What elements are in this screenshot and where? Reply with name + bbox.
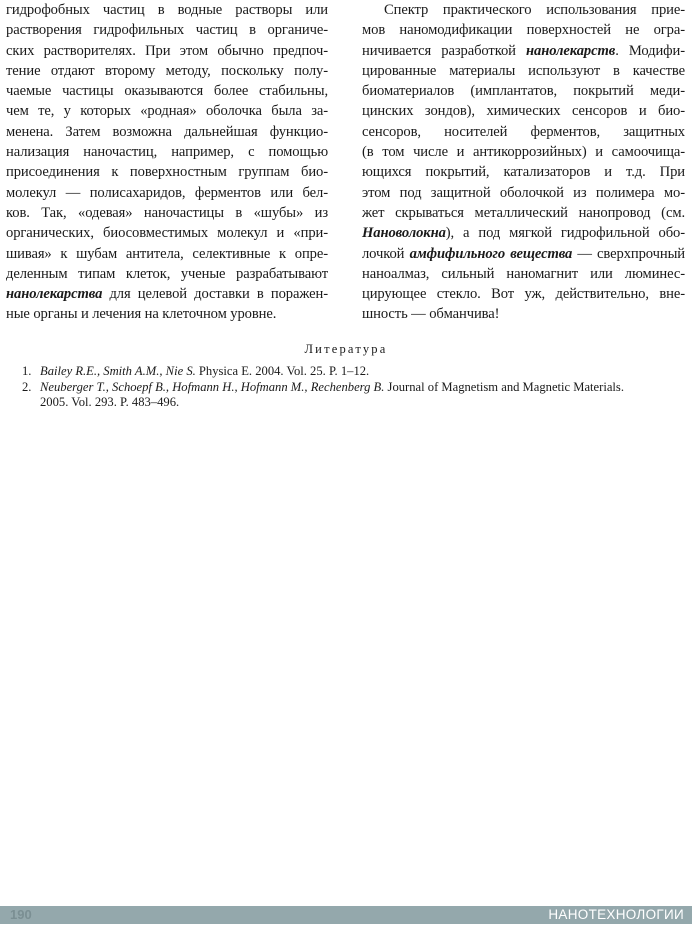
reference-authors: Bailey R.E., Smith A.M., Nie S.	[40, 364, 196, 378]
text-line: ющихся покрытий, катализаторов и т.д. При	[362, 164, 685, 181]
text-line: менена. Затем возможна дальнейшая функцио-	[6, 123, 328, 140]
text-line: цирующее стекло. Вот уж, действительно, вне-	[362, 286, 685, 303]
text-line: ные органы и лечения на клеточном уровне.	[6, 306, 277, 323]
reference-item	[18, 380, 688, 411]
left-column	[6, 0, 328, 325]
text-line: нанолекарства для целевой доставки в поражен-	[6, 286, 328, 303]
page-number: 190	[10, 907, 32, 922]
text-line: жет скрываться металлический нанопровод (см.	[362, 204, 685, 221]
references-title: Литература	[304, 342, 388, 356]
emphasized-term: Нановолокна	[362, 225, 446, 242]
text-line: цинских зондов), химических сенсоров и био-	[362, 103, 685, 120]
reference-authors: Neuberger T., Schoepf B., Hofmann H., Hofmann M., Rechenberg B.	[40, 379, 385, 394]
reference-source: Physica E. 2004. Vol. 25. P. 1–12.	[195, 364, 370, 378]
text-line: нализация наночастиц, например, с помощью	[6, 144, 328, 161]
text-line: Спектр практического использования прие-	[384, 2, 685, 18]
text-line: мов наномодификации поверхностей не огра-	[362, 22, 685, 39]
reference-source-continuation: 2005. Vol. 293. P. 483–496.	[40, 395, 180, 409]
text-line: чаемые частицы оказываются более стабильны,	[6, 83, 328, 100]
section-name: НАНОТЕХНОЛОГИИ	[548, 907, 684, 922]
reference-source: Journal of Magnetism and Magnetic Materials.	[384, 379, 624, 394]
text-line: ских растворителях. При этом обычно предпоч-	[6, 42, 328, 59]
text-line: органических, биосовместимых молекул и «при-	[6, 225, 328, 242]
text-line: тение отдают второму методу, поскольку полу-	[6, 62, 328, 79]
text-line: шивая» к шубам антитела, селективные к опре-	[6, 245, 328, 262]
right-column	[362, 0, 685, 325]
text-line: шность — обманчива!	[362, 306, 500, 323]
emphasized-term: нанолекарств	[526, 42, 616, 59]
text-line: молекул — полисахаридов, ферментов или бел-	[6, 184, 328, 201]
emphasized-term: амфифильного вещества	[409, 245, 573, 262]
emphasized-term: нанолекарства	[6, 286, 103, 303]
text-line: наноалмаз, сильный наномагнит или люминес-	[362, 265, 685, 282]
text-line: этом под защитной оболочкой из полимера мо-	[362, 184, 685, 201]
references-list	[18, 364, 688, 411]
text-line: биоматериалов (имплантатов, покрытий меди-	[362, 83, 685, 100]
text-line: ков. Так, «одевая» наночастицы в «шубы» из	[6, 204, 328, 221]
text-line: деленным типам клеток, ученые разрабатывают	[6, 265, 328, 282]
text-line: цированные материалы используют в качестве	[362, 62, 685, 79]
text-line: сенсоров, носителей ферментов, защитных	[362, 123, 685, 140]
text-line: (в том числе и антикоррозийных) и самоочища-	[362, 144, 685, 161]
text-line: Нановолокна), а под мягкой гидрофильной обо-	[362, 225, 685, 242]
text-line: гидрофобных частиц в водные растворы или	[6, 2, 328, 18]
text-line: чем те, у которых «родная» оболочка была за-	[6, 103, 328, 120]
reference-number: 1.	[22, 364, 32, 378]
text-line: лочкой амфифильного вещества — сверхпрочный	[362, 245, 685, 262]
reference-number: 2.	[22, 379, 32, 394]
text-line: ничивается разработкой нанолекарств. Модифи-	[362, 42, 686, 59]
reference-item	[18, 364, 688, 380]
text-line: растворения гидрофильных частиц в органиче-	[6, 22, 328, 39]
text-line: присоединения к поверхностным группам био-	[6, 164, 328, 181]
footer-bar	[0, 906, 692, 924]
